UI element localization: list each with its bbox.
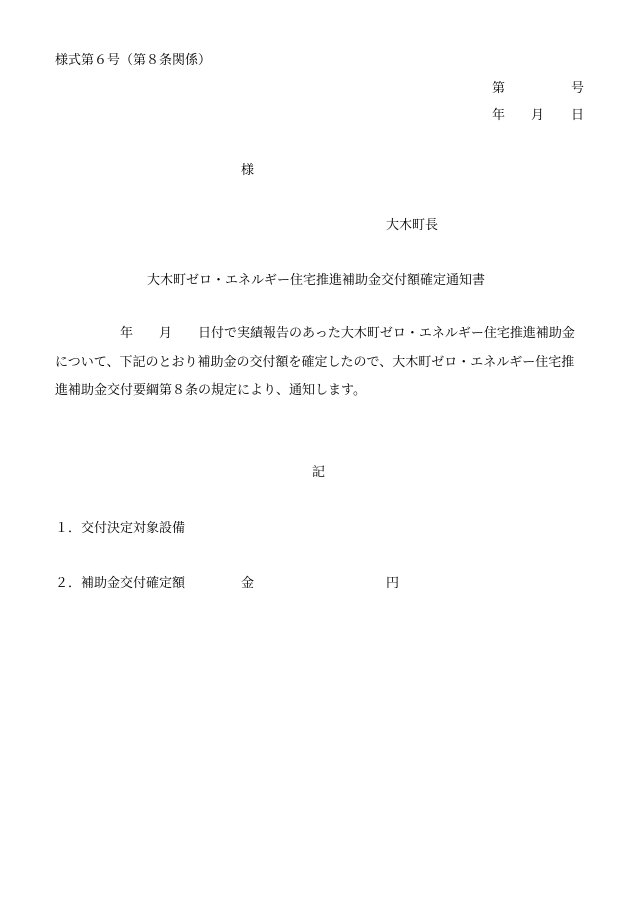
body-line: について、下記のとおり補助金の交付額を確定したので、大木町ゼロ・エネルギー住宅推 <box>55 355 575 370</box>
date-month-label: 月 <box>531 108 545 123</box>
sender-name: 大木町長 <box>386 218 439 233</box>
date-day-label: 日 <box>571 108 585 123</box>
item-target-equipment-label: １．交付決定対象設備 <box>55 521 186 536</box>
body-line: 年 月 日付で実績報告のあった大木町ゼロ・エネルギー住宅推進補助金 <box>55 326 575 341</box>
doc-number-suffix: 号 <box>571 81 585 96</box>
addressee-honorific: 様 <box>241 163 255 178</box>
amount-prefix: 金 <box>241 576 255 591</box>
ki-heading: 記 <box>312 465 326 480</box>
form-number-label: 様式第６号（第８条関係） <box>55 53 212 68</box>
document-title: 大木町ゼロ・エネルギー住宅推進補助金交付額確定通知書 <box>147 273 486 288</box>
body-line: 進補助金交付要綱第８条の規定により、通知します。 <box>55 383 366 398</box>
item-confirmed-amount-label: ２．補助金交付確定額 <box>55 576 186 591</box>
doc-number-prefix: 第 <box>492 81 506 96</box>
date-year-label: 年 <box>492 108 506 123</box>
amount-unit: 円 <box>386 576 400 591</box>
